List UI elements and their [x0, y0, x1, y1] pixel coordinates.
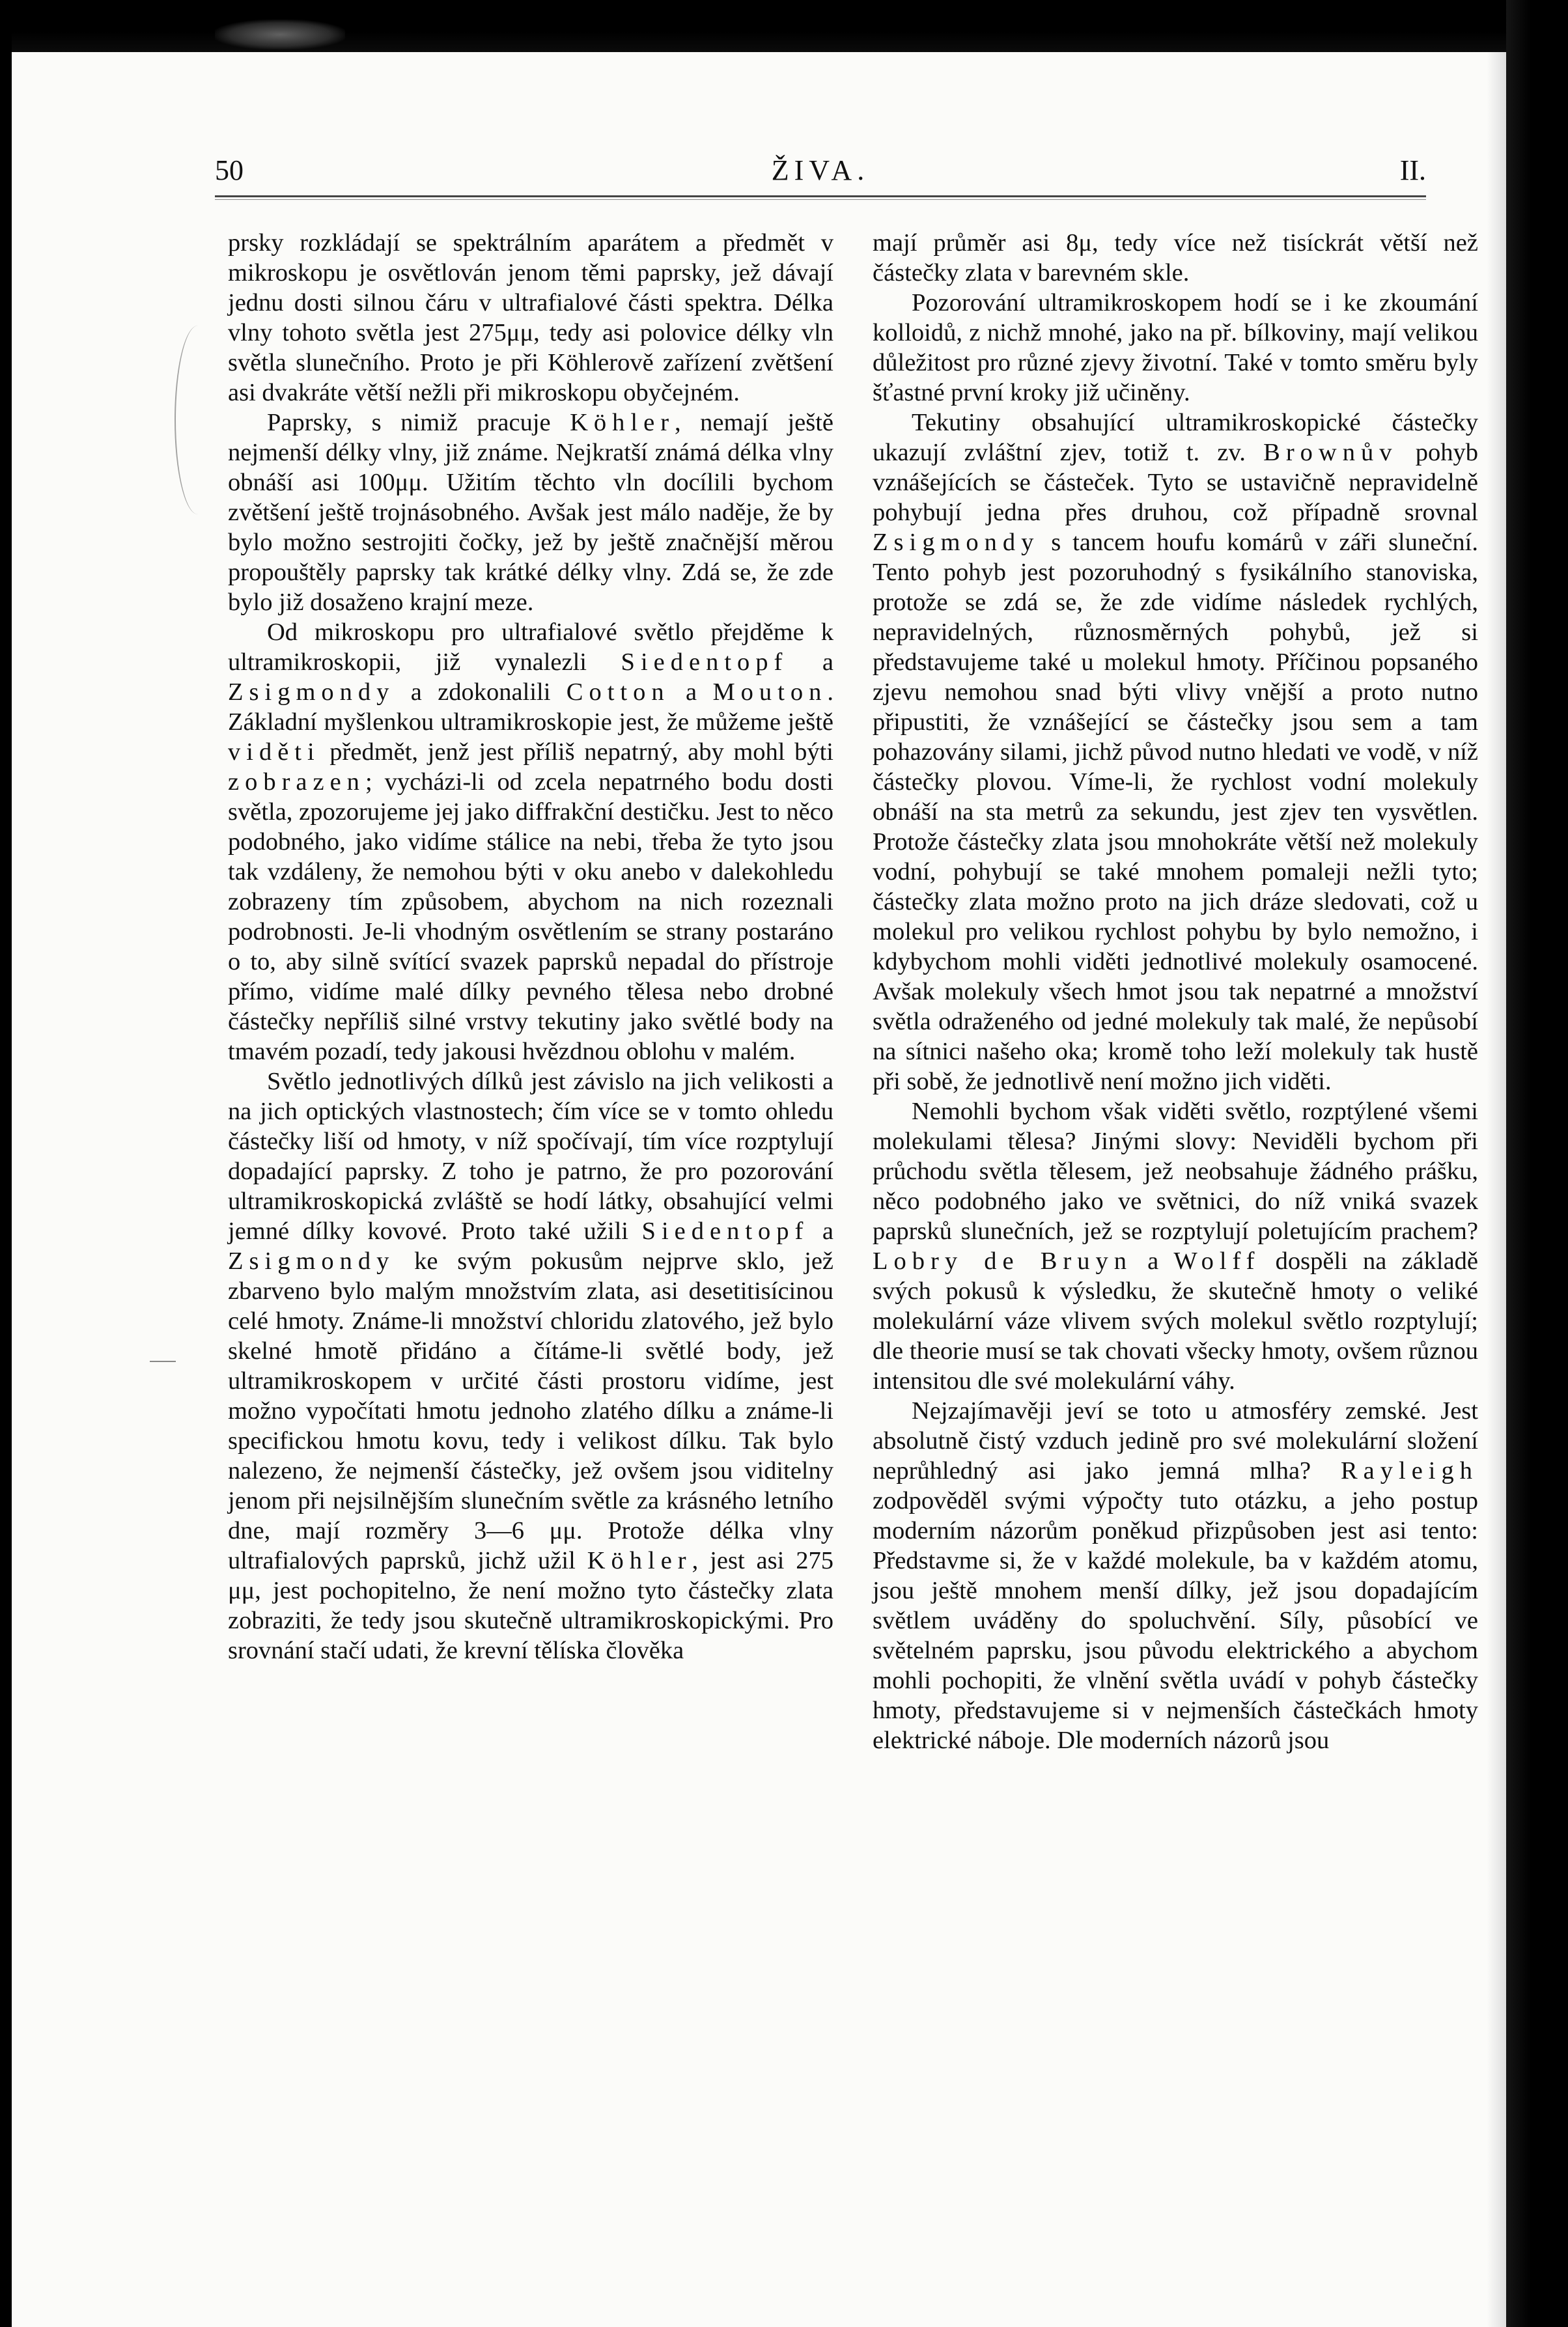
text-run: a: [1132, 1247, 1174, 1275]
text-run: . Základní myšlenkou ultramikroskopie jest, že můžeme ještě: [228, 678, 833, 736]
text-run: a zdokonalili: [395, 678, 567, 706]
paragraph: [228, 617, 833, 1066]
text-run: , nemají ještě nejmenší délky vlny, již známe. Nejkratší známá délka vlny obnáší asi 100μμ. Užitím těchto vln docílili bychom zvětšení ještě trojnásobného. Avšak jest málo naděje, že by bylo možno sestrojiti čočky, jež by ještě značnější měrou propouštěly paprsky tak krátké délky vlny. Zdá se, že zde bylo již dosaženo krajní meze.: [228, 409, 833, 616]
spaced-name: Köhler: [570, 409, 675, 436]
spaced-name: viděti: [228, 738, 320, 766]
paragraph: [228, 1066, 833, 1665]
text-run: a: [788, 648, 833, 676]
volume-number: II.: [1399, 154, 1426, 186]
paragraph: [228, 228, 833, 408]
page-edge-shadow: [1487, 52, 1506, 2327]
header-rule: [215, 195, 1426, 200]
paragraph: [873, 1096, 1478, 1396]
spaced-name: Wolff: [1173, 1247, 1261, 1275]
running-head: [215, 154, 1426, 193]
spaced-name: Mouton: [712, 678, 828, 706]
spaced-name: Zsigmondy: [228, 1247, 395, 1275]
spaced-name: Rayleigh: [1341, 1457, 1478, 1484]
text-run: a: [809, 1218, 833, 1245]
text-run: prsky rozkládají se spektrálním aparátem a předmět v mikroskopu je osvětlován jenom těmi paprsky, jež dávají jednu dosti silnou čáru v ultrafialové části spektra. Délka vlny tohoto světla jest 275μμ, tedy asi polovice délky vln světla slunečního. Proto je při Köhlerově zařízení zvětšení asi dvakráte větší nežli při mikroskopu obyčejném.: [228, 229, 833, 406]
pencil-tick-mark: [150, 1361, 176, 1362]
paragraph: [873, 408, 1478, 1096]
text-run: Nejzajímavěji jeví se toto u atmosféry zemské. Jest absolutně čistý vzduch jedině pro své molekulární složení neprůhledný asi jako jemná mlha?: [873, 1397, 1478, 1484]
scan-smudge: [215, 20, 345, 49]
page-number: 50: [215, 154, 244, 186]
paragraph: [873, 1396, 1478, 1755]
spaced-name: Zsigmondy: [873, 529, 1040, 556]
spaced-name: Lobry de Bruyn: [873, 1247, 1132, 1275]
text-run: , jest asi 275 μμ, jest pochopitelno, že není možno tyto částečky zlata zobraziti, že tedy jsou skutečně ultramikroskopickými. Pro srovnání stačí udati, že krevní tělíska člověka: [228, 1547, 833, 1664]
spaced-name: Zsigmondy: [228, 678, 395, 706]
spaced-name: Siedentopf: [641, 1218, 809, 1245]
text-run: zodpověděl svými výpočty tuto otázku, a jeho postup moderním názorům poněkud přizpůsoben jest asi tento: Představme si, že v každé molekule, ba v každém atomu, jsou ještě mnohem menší dílky, jež jsou dopadajícím světlem uváděny do spoluchvění. Síly, působící ve světelném paprsku, jsou původu elektrického a abychom mohli pochopiti, že vlnění světla uvádí v pohyb částečky hmoty, představujeme si v nejmenších částečkách hmoty elektrické náboje. Dle moderních názorů jsou: [873, 1487, 1478, 1754]
text-run: pohyb vznášejících se částeček. Tyto se ustavičně nepravidelně pohybují jedna přes druhou, což případně srovnal: [873, 439, 1479, 526]
scan-border-left: [0, 0, 12, 2327]
text-run: Nemohli bychom však viděti světlo, rozptýlené všemi molekulami tělesa? Jinými slovy: Neviděli bychom při průchodu světla tělesem, jež neobsahuje žádného prášku, něco podobného jako ve světnici, do níž vniká svazek paprsků slunečních, jež se rozptylují poletujícím prachem?: [873, 1098, 1478, 1245]
spaced-name: Siedentopf: [621, 648, 789, 676]
text-run: Od mikroskopu pro ultrafialové světlo přejděme k ultramikroskopii, již vynalezli: [228, 619, 833, 676]
text-run: Tekutiny obsahující ultramikroskopické částečky ukazují zvláštní zjev, totiž t. zv.: [873, 409, 1478, 466]
paragraph: [228, 408, 833, 617]
pencil-bracket-mark: [175, 326, 221, 514]
text-run: ke svým pokusům nejprve sklo, jež zbarveno bylo malým množstvím zlata, asi desetitisícinou celé hmoty. Známe-li množství chloridu zlatového, jež bylo skelné hmotě přidáno a čítáme-li světlé body, jež ultramikroskopem v určité části prostoru vidíme, jest možno vypočítati hmotu jednoho zlatého dílku a známe-li specifickou hmotu kovu, tedy i velikost dílku. Tak bylo nalezeno, že nejmenší částečky, jež ovšem jsou viditelny jenom při nejsilnějším slunečním světle za krásného letního dne, mají rozměry 3—6 μμ. Protože délka vlny ultrafialových paprsků, jichž užil: [228, 1247, 833, 1574]
text-run: mají průměr asi 8μ, tedy více než tisíckrát větší než částečky zlata v barevném skle.: [873, 229, 1478, 286]
text-run: předmět, jenž jest příliš nepatrný, aby mohl býti: [320, 738, 833, 766]
journal-title: ŽIVA.: [771, 154, 870, 186]
spaced-name: Köhler: [587, 1547, 692, 1574]
text-run: a: [669, 678, 713, 706]
right-column: [873, 228, 1478, 1755]
text-run: Světlo jednotlivých dílků jest závislo na jich velikosti a na jich optických vlastnostech; čím více se v tomto ohledu částečky liší od hmoty, v níž spočívají, tím více rozptylují dopadající paprsky. Z toho je patrno, že pro pozorování ultramikroskopická zvláště se hodí látky, obsahující velmi jemné dílky kovové. Proto také užili: [228, 1068, 833, 1245]
spaced-name: Brownův: [1263, 439, 1398, 466]
paragraph: [873, 288, 1478, 408]
spaced-name: Cotton: [566, 678, 670, 706]
text-run: dospěli na základě svých pokusů k výsledku, že skutečně hmoty o veliké molekulární váze vlivem svých molekul světlo rozptylují; dle theorie musí se tak chovati všecky hmoty, ovšem různou intensitou dle své molekulární váhy.: [873, 1247, 1478, 1395]
text-run: Pozorování ultramikroskopem hodí se i ke zkoumání kolloidů, z nichž mnohé, jako na př. bílkoviny, mají velikou důležitost pro různé zjevy životní. Také v tomto směru byly šťastné první kroky již učiněny.: [873, 289, 1478, 406]
spaced-name: zobrazen: [228, 768, 365, 796]
text-run: Paprsky, s nimiž pracuje: [267, 409, 570, 436]
left-column: [228, 228, 833, 1665]
scan-border-right: [1506, 0, 1568, 2327]
text-run: ; vycházi-li od zcela nepatrného bodu dosti světla, zpozorujeme jej jako diffrakční destičku. Jest to něco podobného, jako vidíme stálice na nebi, třeba že tyto jsou tak vzdáleny, že nemohou býti v oku anebo v dalekohledu zobrazeny tím způsobem, abychom na nich rozeznali podrobnosti. Je-li vhodným osvětlením se strany postaráno o to, aby silně svítící svazek paprsků nepadal do přístroje přímo, vidíme malé dílky pevného tělesa nebo drobné částečky nepříliš silné vrstvy tekutiny jako světlé body na tmavém pozadí, tedy jakousi hvězdnou oblohu v malém.: [228, 768, 833, 1065]
paragraph: [873, 228, 1478, 288]
text-run: s tancem houfu komárů v záři sluneční. Tento pohyb jest pozoruhodný s fysikálního stanoviska, protože se zdá se, že zde vidíme následek rychlých, nepravidelných, různosměrných pohybů, jež si představujeme také u molekul hmoty. Příčinou popsaného zjevu nemohou snad býti vlivy vnější a proto nutno připustiti, že vznášející se částečky jsou sem a tam pohazovány silami, jichž původ nutno hledati ve vodě, v níž částečky plovou. Víme-li, že rychlost vodní molekuly obnáší na sta metrů za sekundu, jest zjev ten vysvětlen. Protože částečky zlata jsou mnohokráte větší než molekuly vodní, pohybují se také mnohem pomaleji nežli tyto; částečky zlata možno proto na jich dráze sledovati, což u molekul pro velikou rychlost pohybu by bylo nemožno, i kdybychom mohli viděti jednotlivé molekuly osamocené. Avšak molekuly všech hmot jsou tak nepatrné a množství světla odraženého od jedné molekuly tak malé, že nepůsobí na sítnici našeho oka; kromě toho leží molekuly tak hustě při sobě, že jednotlivě není možno jich viděti.: [873, 529, 1478, 1095]
